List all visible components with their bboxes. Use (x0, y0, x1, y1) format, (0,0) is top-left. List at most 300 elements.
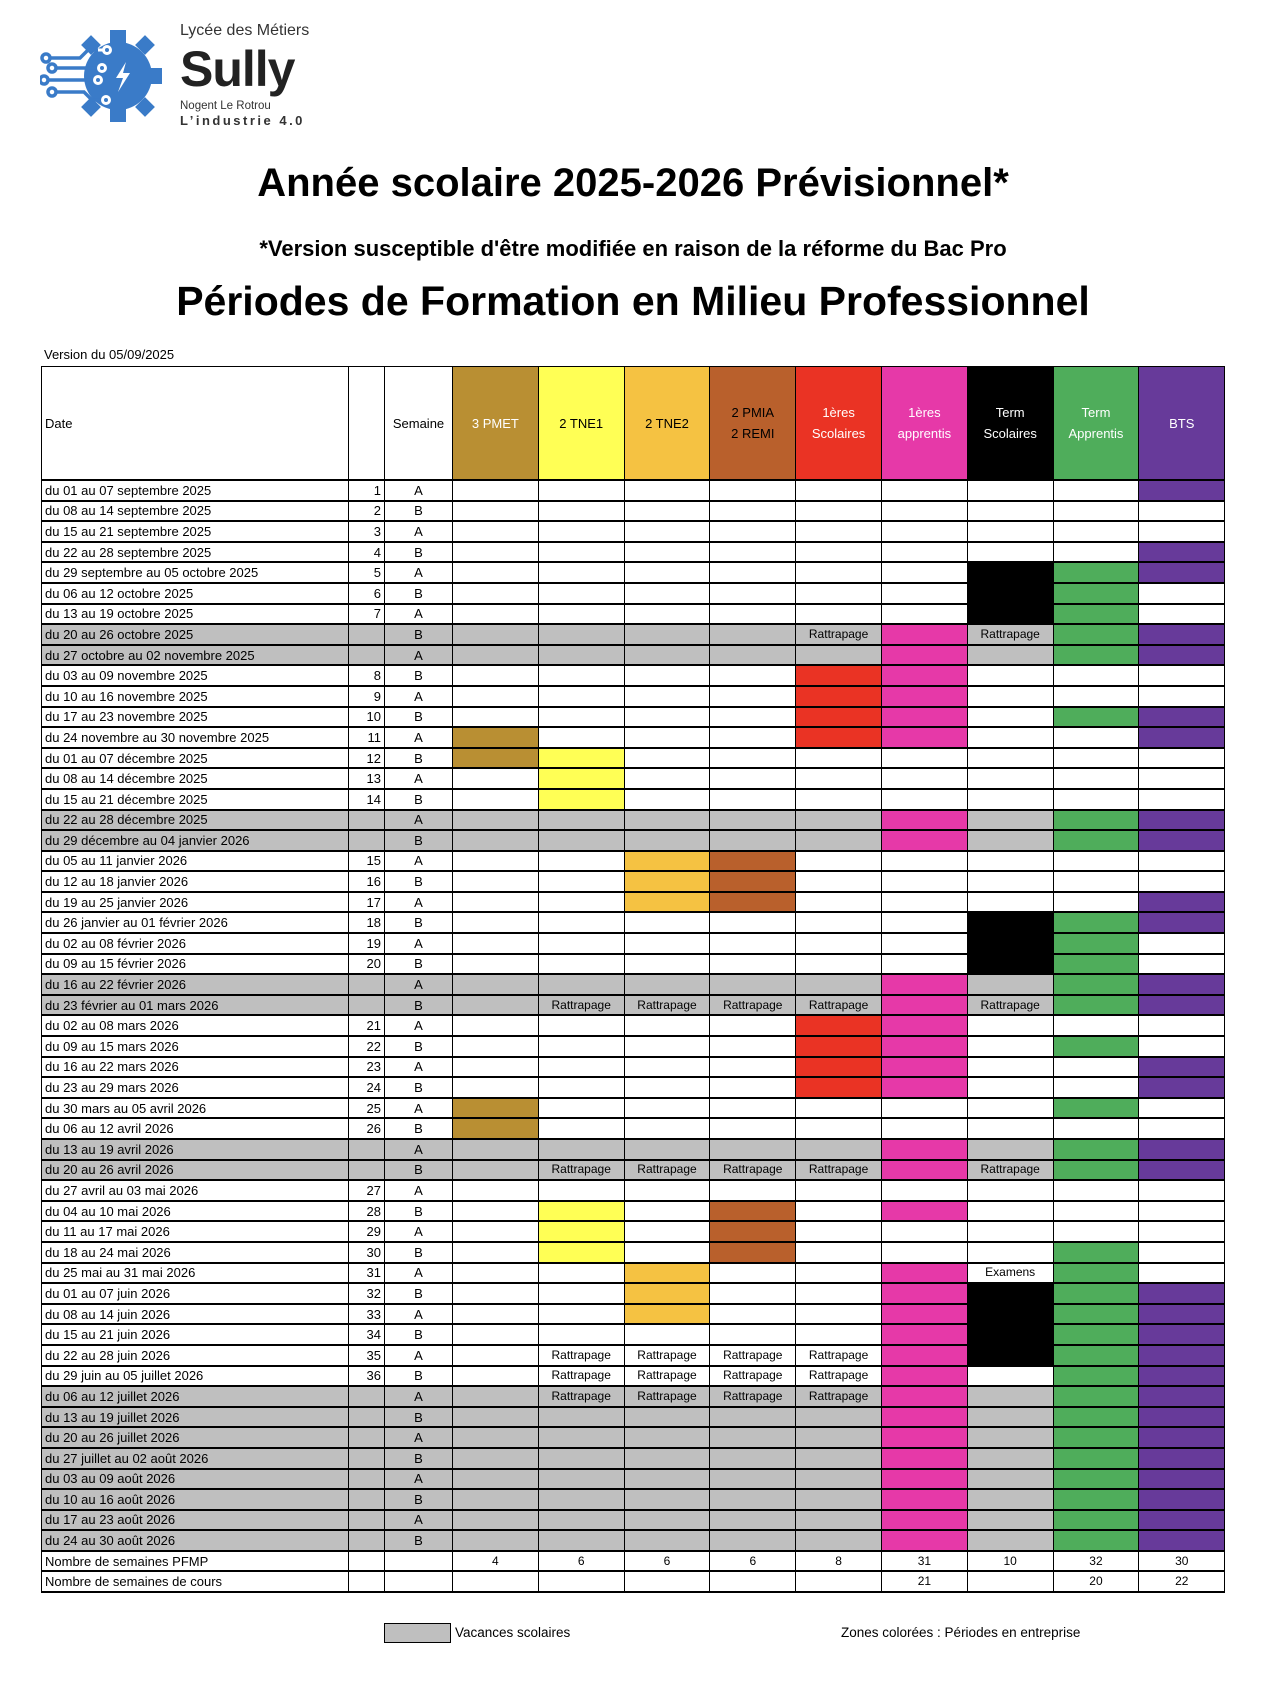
total-value (710, 1571, 796, 1592)
empty-cell (1139, 604, 1225, 625)
table-row (42, 707, 1225, 728)
table-row (42, 665, 1225, 686)
week-semaine: B (385, 871, 453, 892)
empty-cell (710, 583, 796, 604)
pfmp-cell (796, 665, 882, 686)
empty-cell (967, 707, 1053, 728)
week-number (349, 624, 385, 645)
empty-cell (796, 810, 882, 831)
header-class-label: Apprentis (1068, 426, 1124, 441)
empty-cell (881, 789, 967, 810)
pfmp-cell (1053, 562, 1139, 583)
table-row (42, 1469, 1225, 1490)
pfmp-cell (796, 1015, 882, 1036)
week-semaine: B (385, 1407, 453, 1428)
header-class-label: BTS (1169, 415, 1195, 431)
pfmp-cell (1053, 707, 1139, 728)
empty-cell (624, 521, 710, 542)
pfmp-cell (881, 974, 967, 995)
empty-cell (453, 830, 539, 851)
week-semaine: A (385, 1057, 453, 1078)
empty-cell (710, 789, 796, 810)
empty-cell (967, 1077, 1053, 1098)
note-cell: Rattrapage (796, 1386, 882, 1407)
empty-cell (1053, 521, 1139, 542)
empty-cell (624, 542, 710, 563)
pfmp-cell (967, 1283, 1053, 1304)
empty-cell (796, 1530, 882, 1551)
pfmp-cell (1139, 1160, 1225, 1181)
week-semaine: B (385, 954, 453, 975)
empty-cell (538, 1139, 624, 1160)
empty-cell (710, 1324, 796, 1345)
empty-cell (1053, 1077, 1139, 1098)
week-semaine: A (385, 933, 453, 954)
week-date: du 29 décembre au 04 janvier 2026 (42, 830, 349, 851)
empty-cell (1053, 748, 1139, 769)
note-cell: Rattrapage (624, 1345, 710, 1366)
empty-cell (453, 1366, 539, 1387)
empty-cell (1139, 789, 1225, 810)
pfmp-cell (881, 1407, 967, 1428)
school-logo (40, 22, 330, 132)
pfmp-cell (881, 1386, 967, 1407)
week-semaine: A (385, 1139, 453, 1160)
week-date: du 22 au 28 décembre 2025 (42, 810, 349, 831)
empty-cell (624, 665, 710, 686)
pfmp-cell (710, 871, 796, 892)
empty-cell (796, 542, 882, 563)
total-value (538, 1571, 624, 1592)
empty-cell (624, 810, 710, 831)
week-semaine: A (385, 1427, 453, 1448)
week-date: du 26 janvier au 01 février 2026 (42, 912, 349, 933)
empty-cell (624, 830, 710, 851)
week-number (349, 810, 385, 831)
week-date: du 24 novembre au 30 novembre 2025 (42, 727, 349, 748)
pfmp-cell (1139, 1407, 1225, 1428)
pfmp-cell (881, 1160, 967, 1181)
empty-cell (538, 1077, 624, 1098)
total-value: 32 (1053, 1551, 1139, 1572)
week-number: 9 (349, 686, 385, 707)
empty-cell (453, 1057, 539, 1078)
week-semaine: A (385, 645, 453, 666)
empty-cell (710, 1077, 796, 1098)
pfmp-cell (1139, 727, 1225, 748)
week-number (349, 645, 385, 666)
empty-cell (967, 645, 1053, 666)
empty-cell (967, 1448, 1053, 1469)
empty-cell (538, 665, 624, 686)
week-date: du 18 au 24 mai 2026 (42, 1242, 349, 1263)
table-row (42, 1366, 1225, 1387)
total-value: 8 (796, 1551, 882, 1572)
logo-text-city: Nogent Le Rotrou (180, 100, 271, 112)
empty-cell (453, 1221, 539, 1242)
empty-cell (1139, 1263, 1225, 1284)
pfmp-cell (1139, 912, 1225, 933)
table-row (42, 768, 1225, 789)
header-date: Date (42, 367, 349, 481)
pfmp-cell (796, 727, 882, 748)
pfmp-cell (1053, 583, 1139, 604)
empty-cell (881, 1221, 967, 1242)
note-cell: Rattrapage (967, 624, 1053, 645)
week-date: du 13 au 19 octobre 2025 (42, 604, 349, 625)
empty-cell (881, 933, 967, 954)
week-date: du 16 au 22 février 2026 (42, 974, 349, 995)
empty-cell (881, 480, 967, 501)
week-semaine: A (385, 686, 453, 707)
empty-cell (538, 624, 624, 645)
pfmp-cell (1139, 1283, 1225, 1304)
total-value: 4 (453, 1551, 539, 1572)
pfmp-cell (1053, 1160, 1139, 1181)
week-date: du 15 au 21 décembre 2025 (42, 789, 349, 810)
pfmp-cell (1139, 1077, 1225, 1098)
week-date: du 10 au 16 novembre 2025 (42, 686, 349, 707)
empty-cell (1139, 521, 1225, 542)
header-class-label: 1ères (822, 405, 855, 420)
week-semaine: A (385, 768, 453, 789)
empty-cell (624, 1036, 710, 1057)
total-value (624, 1571, 710, 1592)
empty-cell (796, 954, 882, 975)
empty-cell (710, 1407, 796, 1428)
week-semaine: A (385, 1180, 453, 1201)
empty-cell (796, 851, 882, 872)
pfmp-cell (1053, 1324, 1139, 1345)
total-value (967, 1571, 1053, 1592)
empty-cell (967, 1510, 1053, 1531)
table-header-row (42, 367, 1225, 481)
empty-cell (1139, 768, 1225, 789)
empty-cell (881, 604, 967, 625)
empty-cell (967, 1407, 1053, 1428)
week-semaine: B (385, 1077, 453, 1098)
header-class-label: 3 PMET (471, 415, 519, 431)
table-row (42, 1345, 1225, 1366)
empty-cell (453, 1201, 539, 1222)
empty-cell (967, 789, 1053, 810)
week-number: 24 (349, 1077, 385, 1098)
logo-text-lycee: Lycée des Métiers (180, 22, 310, 39)
pfmp-cell (796, 1057, 882, 1078)
empty-cell (796, 748, 882, 769)
pfmp-cell (881, 727, 967, 748)
week-date: du 20 au 26 avril 2026 (42, 1160, 349, 1181)
empty-cell (624, 1077, 710, 1098)
week-date: du 02 au 08 mars 2026 (42, 1015, 349, 1036)
empty-cell (796, 892, 882, 913)
week-number: 4 (349, 542, 385, 563)
week-semaine: B (385, 1448, 453, 1469)
empty-cell (967, 521, 1053, 542)
pfmp-cell (1053, 954, 1139, 975)
empty-cell (624, 1489, 710, 1510)
week-semaine: A (385, 604, 453, 625)
week-number: 19 (349, 933, 385, 954)
table-row (42, 521, 1225, 542)
table-row (42, 542, 1225, 563)
week-semaine: B (385, 912, 453, 933)
week-date: du 20 au 26 juillet 2026 (42, 1427, 349, 1448)
empty-cell (1139, 583, 1225, 604)
empty-cell (1053, 665, 1139, 686)
empty-cell (710, 542, 796, 563)
totals-label: Nombre de semaines de cours (42, 1571, 349, 1592)
week-date: du 23 au 29 mars 2026 (42, 1077, 349, 1098)
pfmp-cell (624, 1263, 710, 1284)
pfmp-cell (1053, 1036, 1139, 1057)
pfmp-cell (1139, 480, 1225, 501)
week-semaine: A (385, 1304, 453, 1325)
pfmp-cell (538, 789, 624, 810)
table-row (42, 727, 1225, 748)
week-number (349, 1407, 385, 1428)
week-semaine: B (385, 1201, 453, 1222)
empty-cell (710, 1098, 796, 1119)
week-number (349, 1427, 385, 1448)
empty-cell (538, 871, 624, 892)
table-row (42, 1448, 1225, 1469)
week-semaine: B (385, 1036, 453, 1057)
pfmp-cell (967, 1324, 1053, 1345)
empty-cell (967, 830, 1053, 851)
empty-cell (796, 562, 882, 583)
pfmp-cell (453, 1098, 539, 1119)
pfmp-cell (1139, 624, 1225, 645)
empty-cell (710, 624, 796, 645)
empty-cell (624, 604, 710, 625)
empty-cell (453, 789, 539, 810)
empty-cell (1139, 851, 1225, 872)
empty-cell (385, 1571, 453, 1592)
pfmp-cell (538, 1221, 624, 1242)
empty-cell (538, 892, 624, 913)
total-value: 30 (1139, 1551, 1225, 1572)
pfmp-cell (1139, 1304, 1225, 1325)
empty-cell (538, 1015, 624, 1036)
pfmp-cell (1139, 810, 1225, 831)
note-cell: Rattrapage (624, 1160, 710, 1181)
note-cell: Rattrapage (796, 995, 882, 1016)
empty-cell (453, 1448, 539, 1469)
empty-cell (453, 501, 539, 522)
pfmp-cell (881, 707, 967, 728)
pfmp-cell (881, 1036, 967, 1057)
header-class-label: 2 TNE1 (559, 415, 604, 431)
week-semaine: A (385, 974, 453, 995)
empty-cell (624, 1057, 710, 1078)
empty-cell (881, 748, 967, 769)
week-date: du 06 au 12 octobre 2025 (42, 583, 349, 604)
empty-cell (624, 954, 710, 975)
week-number (349, 995, 385, 1016)
empty-cell (453, 1469, 539, 1490)
pfmp-cell (1053, 624, 1139, 645)
week-number (349, 1448, 385, 1469)
pfmp-cell (1053, 1366, 1139, 1387)
empty-cell (538, 501, 624, 522)
empty-cell (538, 727, 624, 748)
empty-cell (453, 645, 539, 666)
week-semaine: B (385, 830, 453, 851)
empty-cell (967, 1118, 1053, 1139)
week-semaine: B (385, 789, 453, 810)
empty-cell (796, 1407, 882, 1428)
empty-cell (710, 1469, 796, 1490)
pfmp-cell (538, 768, 624, 789)
empty-cell (796, 830, 882, 851)
week-semaine: A (385, 727, 453, 748)
table-row (42, 624, 1225, 645)
pfmp-cell (1139, 1386, 1225, 1407)
pfmp-cell (1053, 1407, 1139, 1428)
pfmp-cell (881, 1427, 967, 1448)
pfmp-cell (1053, 1469, 1139, 1490)
pfmp-cell (1139, 1510, 1225, 1531)
pfmp-cell (881, 1366, 967, 1387)
empty-cell (1139, 501, 1225, 522)
pfmp-cell (1053, 933, 1139, 954)
empty-cell (538, 1263, 624, 1284)
pfmp-cell (967, 562, 1053, 583)
pfmp-cell (710, 1221, 796, 1242)
week-number: 18 (349, 912, 385, 933)
week-semaine: B (385, 748, 453, 769)
empty-cell (538, 1510, 624, 1531)
header-class-1 (538, 367, 624, 481)
empty-cell (710, 1036, 796, 1057)
week-date: du 17 au 23 août 2026 (42, 1510, 349, 1531)
empty-cell (349, 1551, 385, 1572)
table-row (42, 1324, 1225, 1345)
total-value: 31 (881, 1551, 967, 1572)
week-date: du 09 au 15 mars 2026 (42, 1036, 349, 1057)
empty-cell (796, 501, 882, 522)
totals-row (42, 1571, 1225, 1592)
week-semaine: B (385, 1530, 453, 1551)
empty-cell (796, 1283, 882, 1304)
week-number: 35 (349, 1345, 385, 1366)
pfmp-cell (624, 1283, 710, 1304)
pfmp-cell (967, 583, 1053, 604)
week-date: du 10 au 16 août 2026 (42, 1489, 349, 1510)
empty-cell (453, 1304, 539, 1325)
empty-cell (624, 1139, 710, 1160)
pfmp-cell (881, 1469, 967, 1490)
empty-cell (453, 1242, 539, 1263)
empty-cell (710, 562, 796, 583)
table-row (42, 851, 1225, 872)
header-class-label: Scolaires (811, 426, 866, 441)
week-date: du 05 au 11 janvier 2026 (42, 851, 349, 872)
empty-cell (967, 1015, 1053, 1036)
empty-cell (967, 871, 1053, 892)
empty-cell (624, 583, 710, 604)
week-date: du 16 au 22 mars 2026 (42, 1057, 349, 1078)
empty-cell (624, 1469, 710, 1490)
pfmp-cell (1139, 1345, 1225, 1366)
empty-cell (710, 748, 796, 769)
empty-cell (1053, 1180, 1139, 1201)
pfmp-cell (967, 1304, 1053, 1325)
empty-cell (796, 871, 882, 892)
empty-cell (796, 1510, 882, 1531)
table-row (42, 645, 1225, 666)
pfmp-cell (1139, 645, 1225, 666)
empty-cell (624, 1015, 710, 1036)
empty-cell (967, 748, 1053, 769)
empty-cell (881, 768, 967, 789)
totals-label: Nombre de semaines PFMP (42, 1551, 349, 1572)
empty-cell (624, 1530, 710, 1551)
empty-cell (453, 1427, 539, 1448)
empty-cell (1139, 1015, 1225, 1036)
empty-cell (1053, 480, 1139, 501)
page-subtitle: *Version susceptible d'être modifiée en raison de la réforme du Bac Pro (259, 236, 1007, 261)
empty-cell (624, 624, 710, 645)
empty-cell (453, 562, 539, 583)
empty-cell (453, 1345, 539, 1366)
note-cell: Rattrapage (624, 1366, 710, 1387)
week-number: 10 (349, 707, 385, 728)
empty-cell (453, 1407, 539, 1428)
empty-cell (710, 521, 796, 542)
empty-cell (967, 1427, 1053, 1448)
empty-cell (538, 954, 624, 975)
empty-cell (453, 892, 539, 913)
week-number: 13 (349, 768, 385, 789)
empty-cell (1053, 768, 1139, 789)
pfmp-cell (1053, 1283, 1139, 1304)
pfmp-cell (967, 954, 1053, 975)
empty-cell (1053, 1118, 1139, 1139)
week-date: du 23 février au 01 mars 2026 (42, 995, 349, 1016)
week-date: du 03 au 09 novembre 2025 (42, 665, 349, 686)
header-class-label: 1ères (908, 405, 941, 420)
note-cell: Rattrapage (538, 1160, 624, 1181)
empty-cell (710, 810, 796, 831)
empty-cell (624, 1324, 710, 1345)
empty-cell (453, 1263, 539, 1284)
empty-cell (710, 1139, 796, 1160)
pfmp-cell (1139, 1427, 1225, 1448)
week-semaine: B (385, 707, 453, 728)
empty-cell (881, 542, 967, 563)
pfmp-cell (967, 1345, 1053, 1366)
pfmp-cell (453, 1118, 539, 1139)
empty-cell (967, 1057, 1053, 1078)
week-semaine: A (385, 1263, 453, 1284)
empty-cell (710, 1489, 796, 1510)
week-number (349, 974, 385, 995)
note-cell: Rattrapage (796, 624, 882, 645)
empty-cell (624, 912, 710, 933)
empty-cell (881, 871, 967, 892)
empty-cell (453, 1489, 539, 1510)
week-date: du 06 au 12 juillet 2026 (42, 1386, 349, 1407)
empty-cell (624, 480, 710, 501)
pfmp-cell (1053, 1448, 1139, 1469)
empty-cell (710, 1427, 796, 1448)
table-row (42, 871, 1225, 892)
table-row (42, 974, 1225, 995)
empty-cell (624, 1118, 710, 1139)
table-row (42, 583, 1225, 604)
